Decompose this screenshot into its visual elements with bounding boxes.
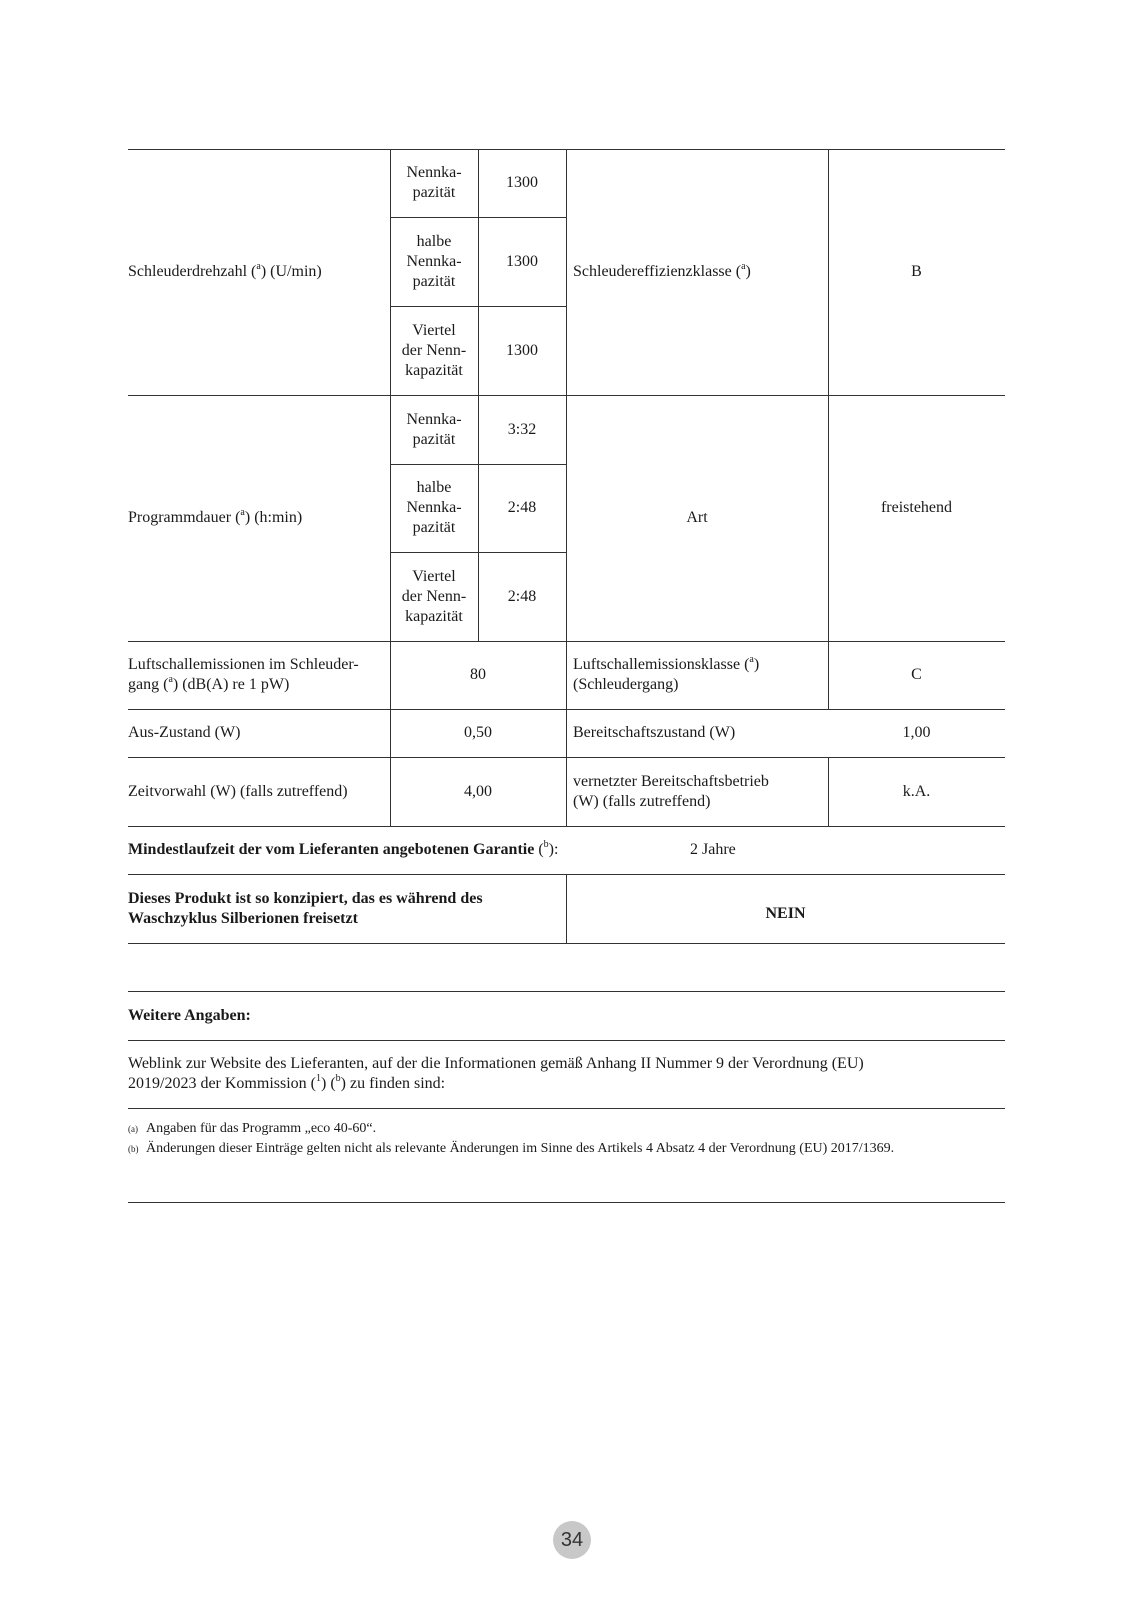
capacity-label: Nennka- pazität <box>406 164 462 201</box>
warranty-value: 2 Jahre <box>690 841 736 858</box>
duration-value: 2:48 <box>507 587 537 605</box>
duration-value: 2:48 <box>507 499 537 516</box>
page-number: 34 <box>553 1521 591 1559</box>
standby-label: Bereitschaftszustand (W) <box>573 724 736 741</box>
spin-speed-label: Schleuderdrehzahl ($^a$) (U/min) <box>128 261 322 280</box>
off-mode-value: 0,50 <box>464 724 492 741</box>
spin-efficiency-class-label: Schleudereffizienzklasse ($^a$) <box>573 261 751 280</box>
networked-standby-label: vernetzter Bereitschaftsbetrieb (W) (falls zutreffend) <box>573 772 769 810</box>
weblink-text: Weblink zur Website des Lieferanten, auf der die Informationen gemäß Anhang II Nummer 9 der Verordnung (EU) 2019/2023 der Kommission ($^1$) ($^b$) zu finden sind: <box>128 1055 864 1092</box>
spin-efficiency-class-value: B <box>911 263 922 280</box>
further-divider <box>128 1108 1005 1109</box>
off-mode-label: Aus-Zustand (W) <box>128 724 241 741</box>
spin-speed-value: 1300 <box>506 341 538 359</box>
noise-class-value: C <box>911 666 922 683</box>
noise-emission-label: Luftschallemissionen im Schleuder- gang ($^a$) (dB(A) re 1 pW) <box>128 656 359 693</box>
noise-emission-value: 80 <box>470 666 486 683</box>
duration-value: 3:32 <box>507 420 537 438</box>
programme-duration-label: Programmdauer ($^a$) (h:min) <box>128 507 303 526</box>
footnote-text: Änderungen dieser Einträge gelten nicht als relevante Änderungen im Sinne des Artikels 4 Absatz 4 der Verordnung (EU) 2017/1369. <box>146 1141 895 1156</box>
standby-value: 1,00 <box>902 724 931 741</box>
capacity-label: Nennka- pazität <box>406 410 462 448</box>
type-label: Art <box>686 509 708 526</box>
footnote-mark: (b) <box>128 1144 139 1154</box>
footnote-text: Angaben für das Programm „eco 40-60“. <box>146 1121 377 1136</box>
noise-class-label: Luftschallemissionsklasse ($^a$) (Schleudergang) <box>573 654 760 693</box>
delay-start-label: Zeitvorwahl (W) (falls zutreffend) <box>128 782 348 800</box>
silver-ions-label: Dieses Produkt ist so konzipiert, das es während des Waschzyklus Silberionen freisetzt <box>128 889 483 927</box>
spin-speed-value: 1300 <box>506 174 538 191</box>
footnote <box>128 1140 894 1158</box>
spin-speed-value: 1300 <box>506 252 538 270</box>
capacity-label: Viertel der Nenn- kapazität <box>401 567 467 625</box>
further-info-heading: Weitere Angaben: <box>128 1006 251 1024</box>
footnote <box>128 1120 376 1138</box>
capacity-label: halbe Nennka- pazität <box>406 232 462 290</box>
type-value: freistehend <box>880 499 953 516</box>
footnote-bottom-rule <box>128 1202 1005 1203</box>
delay-start-value: 4,00 <box>464 782 492 800</box>
footnote-mark: (a) <box>128 1124 138 1134</box>
capacity-label: Viertel der Nenn- kapazität <box>401 321 467 379</box>
silver-ions-value: NEIN <box>765 904 806 922</box>
capacity-label: halbe Nennka- pazität <box>406 479 462 536</box>
networked-standby-value: k.A. <box>902 782 931 800</box>
warranty-label: Mindestlaufzeit der vom Lieferanten angebotenen Garantie ($^b$): <box>128 839 559 858</box>
